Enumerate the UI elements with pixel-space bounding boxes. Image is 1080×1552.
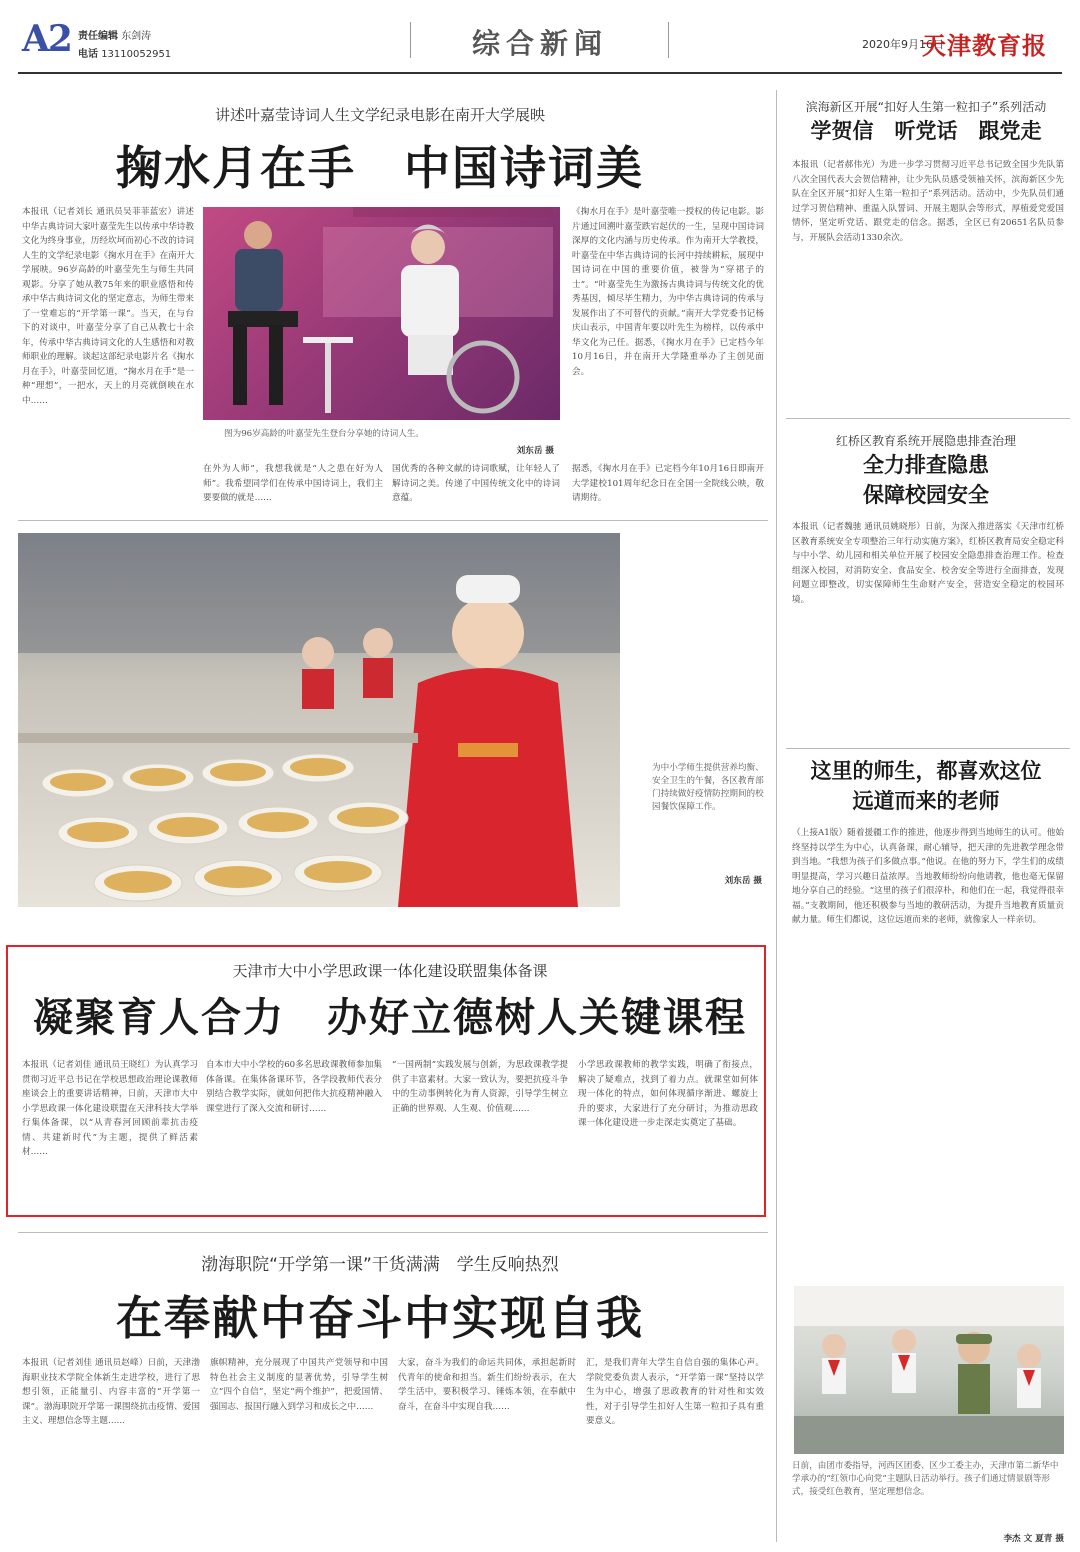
article1-col3c: 据悉，《掬水月在手》已定档今年10月16日即南开大学建校101周年纪念日在全国一全院线公映，敬请期待。 [572, 464, 764, 503]
right-c-headline-2: 远道而来的老师 [852, 788, 1000, 813]
phone-number: 13110052951 [101, 49, 172, 60]
article2-photo [18, 533, 620, 907]
editor-label: 责任编辑 [78, 31, 118, 42]
article1-col2: 《掬水月在手》是叶嘉莹唯一授权的传记电影。影片通过回溯叶嘉莹跌宕起伏的一生，呈现中国诗词深厚的文化内涵与历史传承。作为南开大学教授，叶嘉莹在中华古典诗词的长河中持续耕耘，展现中国诗词在中国的重要价值，被誉为“穿裙子的士”。“叶嘉莹先生为激扬古典诗词与传统文化的优秀基因，倾尽毕生精力，为中华古典诗词的传承与发展作出了不可替代的贡献。”南开大学党委书记杨庆山表示，中国青年要以叶先生为榜样，以传承中华文化为己任。据悉，《掬水月在手》已定档今年10月16日，并在南开大学隆重举办了主创见面会。 [572, 207, 764, 377]
article2-photo-caption: 为中小学师生提供营养均衡、安全卫生的午餐，各区教育部门持续做好疫情防控期间的校园餐饮保障工作。 [652, 763, 764, 812]
header-rule [18, 72, 1062, 74]
editor-name: 东剑涛 [121, 31, 152, 42]
right-a-body: 本报讯（记者郝伟光）为进一步学习贯彻习近平总书记致全国少先队第八次全国代表大会贺信精神，让少先队员感受领袖关怀，滨海新区少先队在全区开展“扣好人生第一粒扣子”系列活动。活动中，少先队员们通过学习贺信精神、重温入队誓词、开展主题队会等形式，厚植爱党爱国情怀，坚定听党话、跟党走的信念。据悉，全区已有20651名队员参与，开展队会活动1330余次。 [792, 160, 1064, 243]
article4-col2: 旗帜精神，充分展现了中国共产党领导和中国特色社会主义制度的显著优势，引导学生树立“四个自信”，坚定“两个维护”，把爱国情、强国志、报国行融入到学习和成长之中…… [210, 1358, 388, 1412]
article4-col3: 大家，奋斗为我们的命运共同体，承担起新时代青年的使命和担当。新生们纷纷表示，在大学生活中，要积极学习、锤炼本领，在奉献中奋斗，在奋斗中实现自我…… [398, 1358, 576, 1412]
photo-illustration-icon [203, 207, 560, 420]
right-c-body: （上接A1版）随着援疆工作的推进，他逐步得到当地师生的认可。他始终坚持以学生为中心，认真备课，耐心辅导，把天津的先进教学理念带到当地。“我想为孩子们多做点事。”他说。在他的努力下，学生们的成绩明显提高，学习兴趣日益浓厚。当地教师纷纷向他请教，他也毫无保留地分享自己的经验。“这里的孩子们很淳朴，和他们在一起，我觉得很幸福。”支教期间，他还积极参与当地的教研活动，为提升当地教育质量贡献力量。师生们都说，这位远道而来的老师，就像家人一样亲切。 [792, 828, 1064, 925]
article3-headline: 凝聚育人合力 办好立德树人关键课程 [33, 994, 747, 1041]
issue-date: 2020年9月16日 [862, 38, 944, 51]
paper-logo: 天津教育报 [922, 31, 1047, 60]
right-photo-credit: 李杰 文 夏青 摄 [1003, 1534, 1064, 1544]
article1-photo-caption: 图为96岁高龄的叶嘉莹先生登台分享她的诗词人生。 [224, 429, 424, 439]
editor-info [78, 28, 171, 64]
article3-col4: 小学思政课教师的教学实践，明确了衔接点，解决了疑难点，找到了着力点。就课堂如何体现一体化的特点，如何体现循序渐进、螺旋上升的要求，大家进行了充分研讨，为推动思政课一体化建设进一步走深走实奠定了基础。 [578, 1060, 758, 1128]
right-a-headline: 学贺信 听党话 跟党走 [810, 118, 1042, 143]
phone-label: 电话 [78, 49, 98, 60]
right-photo [794, 1286, 1064, 1454]
children-activity-photo-icon [794, 1286, 1064, 1454]
article1-photo [203, 207, 560, 420]
section-divider [668, 22, 669, 58]
section-divider [410, 22, 411, 58]
right-b-headline-1: 全力排查隐患 [863, 452, 989, 477]
right-b-body: 本报讯（记者魏驰 通讯员姚晓彤）日前，为深入推进落实《天津市红桥区教育系统安全专项整治三年行动实施方案》，红桥区教育局安全稳定科与中小学、幼儿园和相关单位开展了校园安全隐患排查治理工作。检查组深入校园，对消防安全、食品安全、校舍安全等进行全面排查，发现问题立即整改，切实保障师生生命财产安全，营造安全稳定的校园环境。 [792, 522, 1064, 605]
article3-col1: 本报讯（记者刘佳 通讯员王晓红）为认真学习贯彻习近平总书记在学校思想政治理论课教师座谈会上的重要讲话精神，日前，天津市大中小学思政课一体化建设联盟在天津科技大学举行集体备课，以“从青春河回顾前辈抗击疫情、共建新时代”为主题，提供了鲜活素材…… [22, 1060, 198, 1157]
page-number: A2 [22, 18, 71, 60]
right-photo-caption: 日前，由团市委指导，河西区团委、区少工委主办，天津市第二新华中学承办的“红领巾心向党”主题队日活动举行。孩子们通过情景剧等形式，接受红色教育，坚定理想信念。 [792, 1461, 1059, 1497]
article3-col2: 自本市大中小学校的60多名思政课教师参加集体备课。在集体备课环节，各学段教师代表分别结合教学实际，就如何把伟大抗疫精神融入课堂进行了深入交流和研讨…… [206, 1060, 382, 1114]
right-a-kicker: 滨海新区开展“扣好人生第一粒扣子”系列活动 [805, 100, 1047, 114]
article3-kicker: 天津市大中小学思政课一体化建设联盟集体备课 [232, 962, 548, 980]
article4-kicker: 渤海职院“开学第一课”干货满满 学生反响热烈 [201, 1255, 559, 1275]
article1-kicker: 讲述叶嘉莹诗词人生文学纪录电影在南开大学展映 [214, 106, 545, 124]
column-divider [776, 90, 777, 1542]
canteen-photo-icon [18, 533, 620, 907]
page-header [0, 0, 1080, 78]
section-title: 综合新闻 [471, 27, 608, 60]
section-rule [18, 520, 768, 521]
article4-headline: 在奉献中奋斗中实现自我 [116, 1291, 644, 1345]
article4-col1: 本报讯（记者刘佳 通讯员赵峰）日前，天津渤海职业技术学院全体新生走进学校，进行了思想引领，正能量引、内容丰富的“开学第一课”。渤海职院开学第一课围绕抗击疫情、爱国主义、理想信念等主题…… [22, 1358, 200, 1426]
right-c-headline-1: 这里的师生，都喜欢这位 [810, 758, 1042, 783]
article1-col1: 本报讯（记者刘长 通讯员吴菲菲蓝宏）讲述中华古典诗词大家叶嘉莹先生以传承中华诗教文化为终身事业，历经坎坷而初心不改的诗词人生的文学纪录电影《掬水月在手》在南开大学展映。96岁高龄的叶嘉莹先生与师生共同观影。分享了她从教75年来的职业感悟和传承中华古典诗词文化的坚定意志，为师生带来了一堂难忘的“开学第一课”。当天，在与台下的对谈中，叶嘉莹分享了自己从教七十余年，传承中华古典诗词文化的人生感悟和对教师职业的理解。谈起这部纪录电影片名《掬水月在手》，叶嘉莹回忆道，“掬水月在手”是一种“理想”，一把水，天上的月亮就倒映在水中…… [22, 207, 194, 406]
article1-col3a: 在外为人师”，我想我就是“人之患在好为人师”。我希望同学们在传承中国诗词上，我们主要要做的就是…… [203, 464, 383, 503]
article1-col3b: 国优秀的各种文献的诗词歌赋，让年轻人了解诗词之美。传递了中国传统文化中的诗词意蕴。 [392, 464, 560, 503]
right-b-headline-2: 保障校园安全 [863, 482, 989, 507]
article1-photo-credit: 刘东岳 摄 [516, 446, 554, 456]
article4-col4: 汇，是我们青年大学生自信自强的集体心声。学院党委负责人表示，“开学第一课”坚持以学生为中心，增强了思政教育的针对性和实效性，对于引导学生扣好人生第一粒扣子具有重要意义。 [586, 1358, 764, 1426]
article1-headline: 掬水月在手 中国诗词美 [116, 141, 644, 195]
section-rule [786, 418, 1070, 419]
article3-col3: “一国两制”实践发展与创新，为思政课教学提供了丰富素材。大家一致认为，要把抗疫斗争中的生动事例转化为育人资源，引导学生树立正确的世界观、人生观、价值观…… [392, 1060, 568, 1114]
section-rule [786, 748, 1070, 749]
right-b-kicker: 红桥区教育系统开展隐患排查治理 [835, 434, 1016, 448]
section-rule [18, 1232, 768, 1233]
article2-photo-credit: 刘东岳 摄 [724, 876, 762, 886]
